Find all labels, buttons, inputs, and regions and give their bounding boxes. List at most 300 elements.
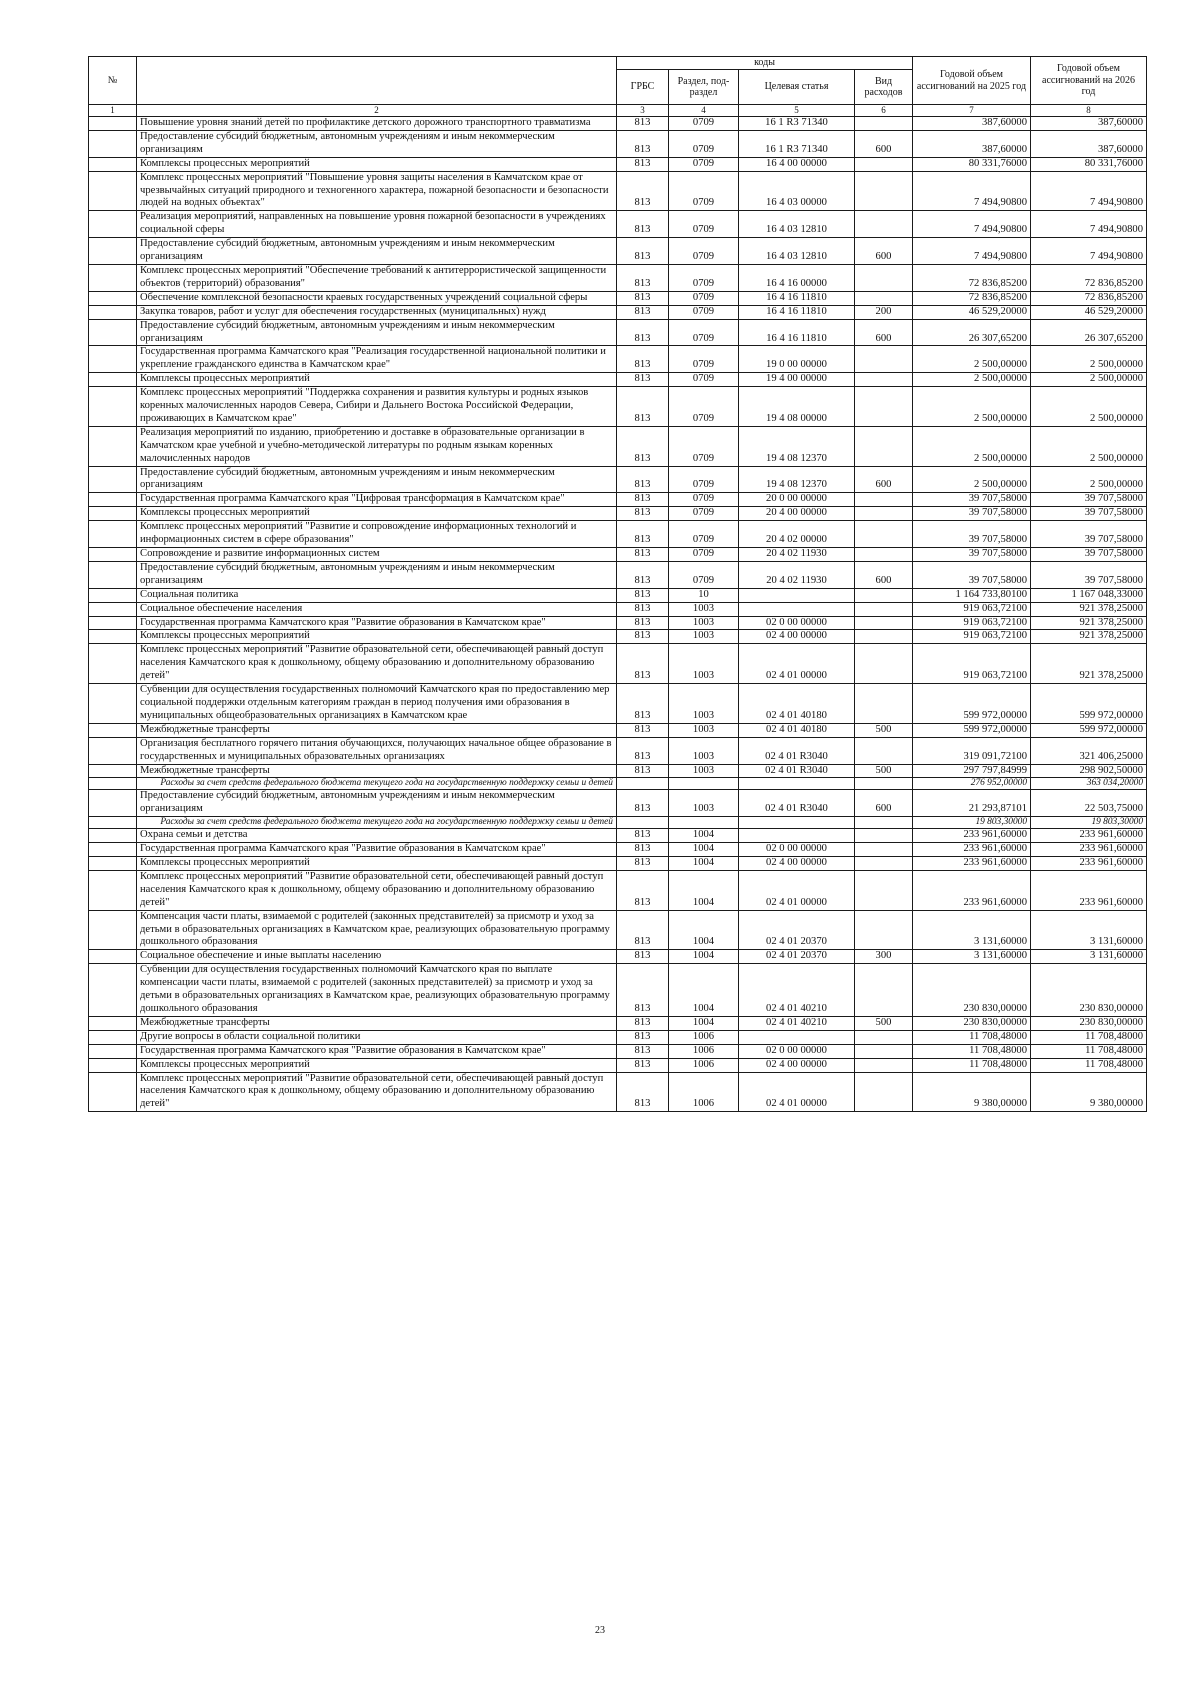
section-cell xyxy=(669,778,739,790)
grbs-cell: 813 xyxy=(617,387,669,427)
row-index-cell xyxy=(89,1044,137,1058)
row-index-cell xyxy=(89,157,137,171)
section-cell: 0709 xyxy=(669,346,739,373)
header-name xyxy=(137,57,617,105)
table-row xyxy=(89,778,1147,790)
section-cell: 0709 xyxy=(669,238,739,265)
exp-type-cell: 600 xyxy=(855,790,913,817)
exp-type-cell xyxy=(855,387,913,427)
grbs-cell: 813 xyxy=(617,493,669,507)
row-index-cell xyxy=(89,130,137,157)
table-row xyxy=(89,373,1147,387)
amount-2025-cell: 387,60000 xyxy=(913,130,1031,157)
amount-2026-cell: 80 331,76000 xyxy=(1031,157,1147,171)
section-cell: 1003 xyxy=(669,684,739,724)
grbs-cell: 813 xyxy=(617,723,669,737)
page-number: 23 xyxy=(595,1625,605,1636)
exp-type-cell xyxy=(855,964,913,1017)
section-cell: 0709 xyxy=(669,211,739,238)
row-name-cell: Межбюджетные трансферты xyxy=(137,1016,617,1030)
amount-2025-cell: 46 529,20000 xyxy=(913,305,1031,319)
amount-2025-cell: 1 164 733,80100 xyxy=(913,588,1031,602)
amount-2026-cell: 26 307,65200 xyxy=(1031,319,1147,346)
row-index-cell xyxy=(89,910,137,950)
amount-2026-cell: 298 902,50000 xyxy=(1031,764,1147,778)
row-index-cell xyxy=(89,211,137,238)
section-cell: 1006 xyxy=(669,1030,739,1044)
column-number: 4 xyxy=(669,105,739,117)
section-cell: 1006 xyxy=(669,1044,739,1058)
grbs-cell: 813 xyxy=(617,1072,669,1112)
row-index-cell xyxy=(89,291,137,305)
row-index-cell xyxy=(89,684,137,724)
grbs-cell: 813 xyxy=(617,305,669,319)
exp-type-cell xyxy=(855,426,913,466)
row-index-cell xyxy=(89,964,137,1017)
row-name-cell: Комплекс процессных мероприятий "Обеспечение требований к антитеррористической защищенности объектов (территорий) образования" xyxy=(137,264,617,291)
grbs-cell: 813 xyxy=(617,602,669,616)
header-no: № xyxy=(89,57,137,105)
row-index-cell xyxy=(89,493,137,507)
target-code-cell xyxy=(739,588,855,602)
header-exp-type: Вид расходов xyxy=(855,70,913,105)
amount-2025-cell: 230 830,00000 xyxy=(913,1016,1031,1030)
amount-2026-cell: 22 503,75000 xyxy=(1031,790,1147,817)
row-name-cell: Социальная политика xyxy=(137,588,617,602)
exp-type-cell xyxy=(855,117,913,131)
amount-2025-cell: 276 952,00000 xyxy=(913,778,1031,790)
row-index-cell xyxy=(89,1030,137,1044)
exp-type-cell xyxy=(855,157,913,171)
target-code-cell: 02 4 01 40180 xyxy=(739,723,855,737)
target-code-cell xyxy=(739,1030,855,1044)
section-cell: 0709 xyxy=(669,117,739,131)
exp-type-cell xyxy=(855,507,913,521)
target-code-cell: 20 0 00 00000 xyxy=(739,493,855,507)
table-row xyxy=(89,466,1147,493)
exp-type-cell xyxy=(855,346,913,373)
section-cell: 1004 xyxy=(669,910,739,950)
row-index-cell xyxy=(89,829,137,843)
exp-type-cell xyxy=(855,291,913,305)
exp-type-cell xyxy=(855,829,913,843)
amount-2026-cell: 233 961,60000 xyxy=(1031,870,1147,910)
section-cell: 1003 xyxy=(669,737,739,764)
row-name-cell: Предоставление субсидий бюджетным, автономным учреждениям и иным некоммерческим организациям xyxy=(137,561,617,588)
table-row xyxy=(89,684,1147,724)
table-row xyxy=(89,843,1147,857)
row-name-cell: Комплексы процессных мероприятий xyxy=(137,157,617,171)
column-number: 7 xyxy=(913,105,1031,117)
grbs-cell: 813 xyxy=(617,157,669,171)
row-name-cell: Предоставление субсидий бюджетным, автономным учреждениям и иным некоммерческим организациям xyxy=(137,319,617,346)
exp-type-cell xyxy=(855,778,913,790)
section-cell: 1004 xyxy=(669,829,739,843)
amount-2026-cell: 1 167 048,33000 xyxy=(1031,588,1147,602)
target-code-cell: 02 4 01 R3040 xyxy=(739,764,855,778)
column-number: 5 xyxy=(739,105,855,117)
grbs-cell: 813 xyxy=(617,950,669,964)
row-name-cell: Комплекс процессных мероприятий "Поддержка сохранения и развития культуры и родных языков коренных малочисленных народов Севера, Сибири и Дальнего Востока Российской Федерации, проживающих в Камчатском крае" xyxy=(137,387,617,427)
amount-2025-cell: 2 500,00000 xyxy=(913,466,1031,493)
row-name-cell: Субвенции для осуществления государственных полномочий Камчатского края по предоставлению мер социальной поддержки отдельным категориям граждан в период получения ими образования в муниципальных общеобразовательных организациях в Камчатском крае xyxy=(137,684,617,724)
amount-2025-cell: 39 707,58000 xyxy=(913,493,1031,507)
amount-2026-cell: 3 131,60000 xyxy=(1031,950,1147,964)
row-index-cell xyxy=(89,817,137,829)
table-row xyxy=(89,910,1147,950)
amount-2025-cell: 11 708,48000 xyxy=(913,1058,1031,1072)
amount-2026-cell: 321 406,25000 xyxy=(1031,737,1147,764)
section-cell: 1006 xyxy=(669,1072,739,1112)
header-target: Целевая статья xyxy=(739,70,855,105)
row-name-cell: Предоставление субсидий бюджетным, автономным учреждениям и иным некоммерческим организациям xyxy=(137,466,617,493)
amount-2025-cell: 39 707,58000 xyxy=(913,507,1031,521)
section-cell: 0709 xyxy=(669,319,739,346)
row-name-cell: Закупка товаров, работ и услуг для обеспечения государственных (муниципальных) нужд xyxy=(137,305,617,319)
section-cell: 1003 xyxy=(669,764,739,778)
amount-2026-cell: 7 494,90800 xyxy=(1031,238,1147,265)
target-code-cell: 02 0 00 00000 xyxy=(739,843,855,857)
grbs-cell: 813 xyxy=(617,843,669,857)
target-code-cell xyxy=(739,817,855,829)
row-name-cell: Государственная программа Камчатского края "Развитие образования в Камчатском крае" xyxy=(137,843,617,857)
exp-type-cell xyxy=(855,684,913,724)
row-name-cell: Реализация мероприятий, направленных на повышение уровня пожарной безопасности в учреждениях социальной сферы xyxy=(137,211,617,238)
row-index-cell xyxy=(89,319,137,346)
amount-2025-cell: 26 307,65200 xyxy=(913,319,1031,346)
column-numbers-row xyxy=(89,105,1147,117)
row-name-cell: Комплекс процессных мероприятий "Развитие образовательной сети, обеспечивающей равный доступ населения Камчатского края к дошкольному, общему образованию и дополнительному образованию детей" xyxy=(137,644,617,684)
table-row xyxy=(89,764,1147,778)
row-name-cell: Другие вопросы в области социальной политики xyxy=(137,1030,617,1044)
row-index-cell xyxy=(89,1072,137,1112)
target-code-cell: 02 4 00 00000 xyxy=(739,630,855,644)
table-row xyxy=(89,521,1147,548)
row-index-cell xyxy=(89,644,137,684)
row-name-cell: Социальное обеспечение и иные выплаты населению xyxy=(137,950,617,964)
section-cell: 0709 xyxy=(669,264,739,291)
grbs-cell: 813 xyxy=(617,644,669,684)
table-row xyxy=(89,602,1147,616)
row-name-cell: Предоставление субсидий бюджетным, автономным учреждениям и иным некоммерческим организациям xyxy=(137,130,617,157)
amount-2026-cell: 39 707,58000 xyxy=(1031,521,1147,548)
section-cell: 0709 xyxy=(669,291,739,305)
grbs-cell: 813 xyxy=(617,346,669,373)
target-code-cell: 16 1 R3 71340 xyxy=(739,117,855,131)
table-row xyxy=(89,548,1147,562)
grbs-cell: 813 xyxy=(617,588,669,602)
amount-2025-cell: 233 961,60000 xyxy=(913,843,1031,857)
amount-2026-cell: 387,60000 xyxy=(1031,130,1147,157)
target-code-cell: 16 4 16 11810 xyxy=(739,291,855,305)
section-cell: 0709 xyxy=(669,521,739,548)
table-row xyxy=(89,829,1147,843)
amount-2025-cell: 21 293,87101 xyxy=(913,790,1031,817)
amount-2025-cell: 7 494,90800 xyxy=(913,238,1031,265)
exp-type-cell xyxy=(855,171,913,211)
amount-2025-cell: 2 500,00000 xyxy=(913,346,1031,373)
amount-2025-cell: 919 063,72100 xyxy=(913,602,1031,616)
section-cell: 1003 xyxy=(669,723,739,737)
header-codes: коды xyxy=(617,57,913,70)
grbs-cell: 813 xyxy=(617,507,669,521)
target-code-cell: 19 4 08 00000 xyxy=(739,387,855,427)
row-name-cell: Комплекс процессных мероприятий "Развитие и сопровождение информационных технологий и информационных систем в сфере образования" xyxy=(137,521,617,548)
grbs-cell: 813 xyxy=(617,373,669,387)
row-index-cell xyxy=(89,764,137,778)
row-name-cell: Организация бесплатного горячего питания обучающихся, получающих начальное общее образование в государственных и муниципальных образовательных организациях xyxy=(137,737,617,764)
row-name-cell: Государственная программа Камчатского края "Развитие образования в Камчатском крае" xyxy=(137,1044,617,1058)
amount-2025-cell: 233 961,60000 xyxy=(913,870,1031,910)
row-name-cell: Субвенции для осуществления государственных полномочий Камчатского края по выплате компенсации части платы, взимаемой с родителей (законных представителей) за присмотр и уход за детьми в образовательных организациях в Камчатском крае, реализующих образовательную программу дошкольного образования xyxy=(137,964,617,1017)
table-row xyxy=(89,291,1147,305)
amount-2025-cell: 599 972,00000 xyxy=(913,723,1031,737)
row-index-cell xyxy=(89,238,137,265)
row-name-cell: Межбюджетные трансферты xyxy=(137,764,617,778)
row-name-cell: Сопровождение и развитие информационных систем xyxy=(137,548,617,562)
section-cell: 1004 xyxy=(669,964,739,1017)
section-cell: 1003 xyxy=(669,616,739,630)
table-row xyxy=(89,630,1147,644)
exp-type-cell xyxy=(855,1072,913,1112)
grbs-cell: 813 xyxy=(617,910,669,950)
table-row xyxy=(89,1058,1147,1072)
table-row xyxy=(89,1016,1147,1030)
amount-2026-cell: 39 707,58000 xyxy=(1031,548,1147,562)
row-index-cell xyxy=(89,723,137,737)
grbs-cell: 813 xyxy=(617,548,669,562)
row-name-cell: Межбюджетные трансферты xyxy=(137,723,617,737)
target-code-cell xyxy=(739,829,855,843)
section-cell: 1003 xyxy=(669,644,739,684)
section-cell: 1003 xyxy=(669,790,739,817)
amount-2025-cell: 387,60000 xyxy=(913,117,1031,131)
amount-2026-cell: 3 131,60000 xyxy=(1031,910,1147,950)
section-cell: 1004 xyxy=(669,843,739,857)
target-code-cell xyxy=(739,602,855,616)
target-code-cell: 02 4 01 20370 xyxy=(739,910,855,950)
target-code-cell: 02 4 01 R3040 xyxy=(739,790,855,817)
target-code-cell: 02 0 00 00000 xyxy=(739,1044,855,1058)
target-code-cell: 20 4 02 00000 xyxy=(739,521,855,548)
section-cell: 1004 xyxy=(669,870,739,910)
column-number: 6 xyxy=(855,105,913,117)
budget-sheet xyxy=(88,56,1146,1112)
exp-type-cell: 500 xyxy=(855,764,913,778)
exp-type-cell xyxy=(855,264,913,291)
table-row xyxy=(89,171,1147,211)
amount-2025-cell: 319 091,72100 xyxy=(913,737,1031,764)
grbs-cell: 813 xyxy=(617,857,669,871)
exp-type-cell xyxy=(855,644,913,684)
amount-2025-cell: 230 830,00000 xyxy=(913,964,1031,1017)
amount-2026-cell: 230 830,00000 xyxy=(1031,1016,1147,1030)
table-row xyxy=(89,211,1147,238)
table-row xyxy=(89,238,1147,265)
grbs-cell: 813 xyxy=(617,829,669,843)
grbs-cell: 813 xyxy=(617,737,669,764)
row-name-cell: Государственная программа Камчатского края "Развитие образования в Камчатском крае" xyxy=(137,616,617,630)
table-row xyxy=(89,870,1147,910)
table-row xyxy=(89,507,1147,521)
section-cell: 0709 xyxy=(669,507,739,521)
row-index-cell xyxy=(89,561,137,588)
amount-2026-cell: 921 378,25000 xyxy=(1031,616,1147,630)
section-cell: 0709 xyxy=(669,305,739,319)
target-code-cell: 02 4 01 40180 xyxy=(739,684,855,724)
amount-2025-cell: 72 836,85200 xyxy=(913,264,1031,291)
row-name-cell: Реализация мероприятий по изданию, приобретению и доставке в образовательные организации в Камчатском крае учебной и учебно-методической литературы по родным языкам коренных малочисленных народов xyxy=(137,426,617,466)
table-row xyxy=(89,493,1147,507)
exp-type-cell: 600 xyxy=(855,561,913,588)
row-name-cell: Комплексы процессных мероприятий xyxy=(137,507,617,521)
table-row xyxy=(89,305,1147,319)
amount-2025-cell: 233 961,60000 xyxy=(913,857,1031,871)
amount-2026-cell: 387,60000 xyxy=(1031,117,1147,131)
amount-2025-cell: 3 131,60000 xyxy=(913,910,1031,950)
section-cell: 0709 xyxy=(669,466,739,493)
row-name-cell: Комплексы процессных мероприятий xyxy=(137,857,617,871)
section-cell: 1004 xyxy=(669,950,739,964)
row-name-cell: Предоставление субсидий бюджетным, автономным учреждениям и иным некоммерческим организациям xyxy=(137,790,617,817)
exp-type-cell xyxy=(855,373,913,387)
section-cell xyxy=(669,817,739,829)
row-index-cell xyxy=(89,950,137,964)
grbs-cell: 813 xyxy=(617,466,669,493)
row-name-cell: Государственная программа Камчатского края "Цифровая трансформация в Камчатском крае" xyxy=(137,493,617,507)
amount-2026-cell: 11 708,48000 xyxy=(1031,1058,1147,1072)
grbs-cell: 813 xyxy=(617,130,669,157)
exp-type-cell xyxy=(855,211,913,238)
row-name-cell: Повышение уровня знаний детей по профилактике детского дорожного транспортного травматизма xyxy=(137,117,617,131)
exp-type-cell xyxy=(855,548,913,562)
table-row xyxy=(89,737,1147,764)
table-body xyxy=(89,117,1147,1112)
amount-2026-cell: 72 836,85200 xyxy=(1031,291,1147,305)
target-code-cell: 16 4 03 00000 xyxy=(739,171,855,211)
amount-2026-cell: 230 830,00000 xyxy=(1031,964,1147,1017)
amount-2026-cell: 233 961,60000 xyxy=(1031,857,1147,871)
amount-2025-cell: 2 500,00000 xyxy=(913,373,1031,387)
row-index-cell xyxy=(89,264,137,291)
amount-2025-cell: 233 961,60000 xyxy=(913,829,1031,843)
row-name-cell: Компенсация части платы, взимаемой с родителей (законных представителей) за присмотр и уход за детьми в образовательных организациях в Камчатском крае, реализующих образовательную программу дошкольного образования xyxy=(137,910,617,950)
row-index-cell xyxy=(89,466,137,493)
target-code-cell: 02 4 01 00000 xyxy=(739,644,855,684)
amount-2026-cell: 39 707,58000 xyxy=(1031,561,1147,588)
amount-2026-cell: 72 836,85200 xyxy=(1031,264,1147,291)
amount-2026-cell: 7 494,90800 xyxy=(1031,171,1147,211)
section-cell: 0709 xyxy=(669,171,739,211)
table-row xyxy=(89,644,1147,684)
exp-type-cell xyxy=(855,1044,913,1058)
amount-2026-cell: 233 961,60000 xyxy=(1031,829,1147,843)
exp-type-cell: 200 xyxy=(855,305,913,319)
exp-type-cell xyxy=(855,588,913,602)
grbs-cell: 813 xyxy=(617,211,669,238)
grbs-cell: 813 xyxy=(617,964,669,1017)
column-number: 8 xyxy=(1031,105,1147,117)
row-index-cell xyxy=(89,790,137,817)
column-number: 1 xyxy=(89,105,137,117)
target-code-cell: 19 4 00 00000 xyxy=(739,373,855,387)
amount-2025-cell: 2 500,00000 xyxy=(913,426,1031,466)
table-row xyxy=(89,723,1147,737)
row-name-cell: Расходы за счет средств федерального бюджета текущего года на государственную поддержку семьи и детей xyxy=(137,778,617,790)
grbs-cell: 813 xyxy=(617,790,669,817)
grbs-cell: 813 xyxy=(617,264,669,291)
exp-type-cell: 500 xyxy=(855,1016,913,1030)
table-row xyxy=(89,264,1147,291)
row-index-cell xyxy=(89,171,137,211)
row-name-cell: Комплексы процессных мероприятий xyxy=(137,1058,617,1072)
grbs-cell: 813 xyxy=(617,1058,669,1072)
grbs-cell: 813 xyxy=(617,426,669,466)
amount-2025-cell: 39 707,58000 xyxy=(913,548,1031,562)
amount-2026-cell: 11 708,48000 xyxy=(1031,1030,1147,1044)
row-index-cell xyxy=(89,857,137,871)
row-index-cell xyxy=(89,630,137,644)
target-code-cell: 02 4 00 00000 xyxy=(739,1058,855,1072)
amount-2025-cell: 11 708,48000 xyxy=(913,1044,1031,1058)
section-cell: 0709 xyxy=(669,387,739,427)
exp-type-cell: 600 xyxy=(855,466,913,493)
amount-2025-cell: 7 494,90800 xyxy=(913,211,1031,238)
amount-2025-cell: 2 500,00000 xyxy=(913,387,1031,427)
exp-type-cell xyxy=(855,1058,913,1072)
section-cell: 1004 xyxy=(669,1016,739,1030)
target-code-cell: 02 4 01 20370 xyxy=(739,950,855,964)
target-code-cell: 02 4 01 00000 xyxy=(739,1072,855,1112)
target-code-cell: 16 4 03 12810 xyxy=(739,238,855,265)
header-section: Раздел, под-раздел xyxy=(669,70,739,105)
grbs-cell: 813 xyxy=(617,1030,669,1044)
amount-2026-cell: 921 378,25000 xyxy=(1031,644,1147,684)
amount-2025-cell: 39 707,58000 xyxy=(913,561,1031,588)
table-row xyxy=(89,1072,1147,1112)
grbs-cell xyxy=(617,817,669,829)
amount-2026-cell: 921 378,25000 xyxy=(1031,630,1147,644)
row-name-cell: Комплексы процессных мероприятий xyxy=(137,630,617,644)
amount-2025-cell: 19 803,30000 xyxy=(913,817,1031,829)
grbs-cell: 813 xyxy=(617,630,669,644)
row-name-cell: Социальное обеспечение населения xyxy=(137,602,617,616)
amount-2026-cell: 46 529,20000 xyxy=(1031,305,1147,319)
exp-type-cell xyxy=(855,493,913,507)
row-name-cell: Комплекс процессных мероприятий "Развитие образовательной сети, обеспечивающей равный доступ населения Камчатского края к дошкольному, общему образованию и дополнительному образованию детей" xyxy=(137,1072,617,1112)
header-row-1 xyxy=(89,57,1147,70)
grbs-cell: 813 xyxy=(617,171,669,211)
grbs-cell: 813 xyxy=(617,117,669,131)
target-code-cell: 02 0 00 00000 xyxy=(739,616,855,630)
target-code-cell: 16 4 03 12810 xyxy=(739,211,855,238)
section-cell: 10 xyxy=(669,588,739,602)
grbs-cell: 813 xyxy=(617,521,669,548)
target-code-cell: 02 4 00 00000 xyxy=(739,857,855,871)
exp-type-cell: 300 xyxy=(855,950,913,964)
exp-type-cell xyxy=(855,910,913,950)
header-2026: Годовой объем ассигнований на 2026 год xyxy=(1031,57,1147,105)
section-cell: 0709 xyxy=(669,157,739,171)
header-2025: Годовой объем ассигнований на 2025 год xyxy=(913,57,1031,105)
section-cell: 0709 xyxy=(669,426,739,466)
table-row xyxy=(89,588,1147,602)
row-name-cell: Государственная программа Камчатского края "Реализация государственной национальной политики и укрепление гражданского единства в Камчатском крае" xyxy=(137,346,617,373)
row-index-cell xyxy=(89,521,137,548)
target-code-cell: 02 4 01 40210 xyxy=(739,964,855,1017)
section-cell: 0709 xyxy=(669,130,739,157)
header-grbs: ГРБС xyxy=(617,70,669,105)
